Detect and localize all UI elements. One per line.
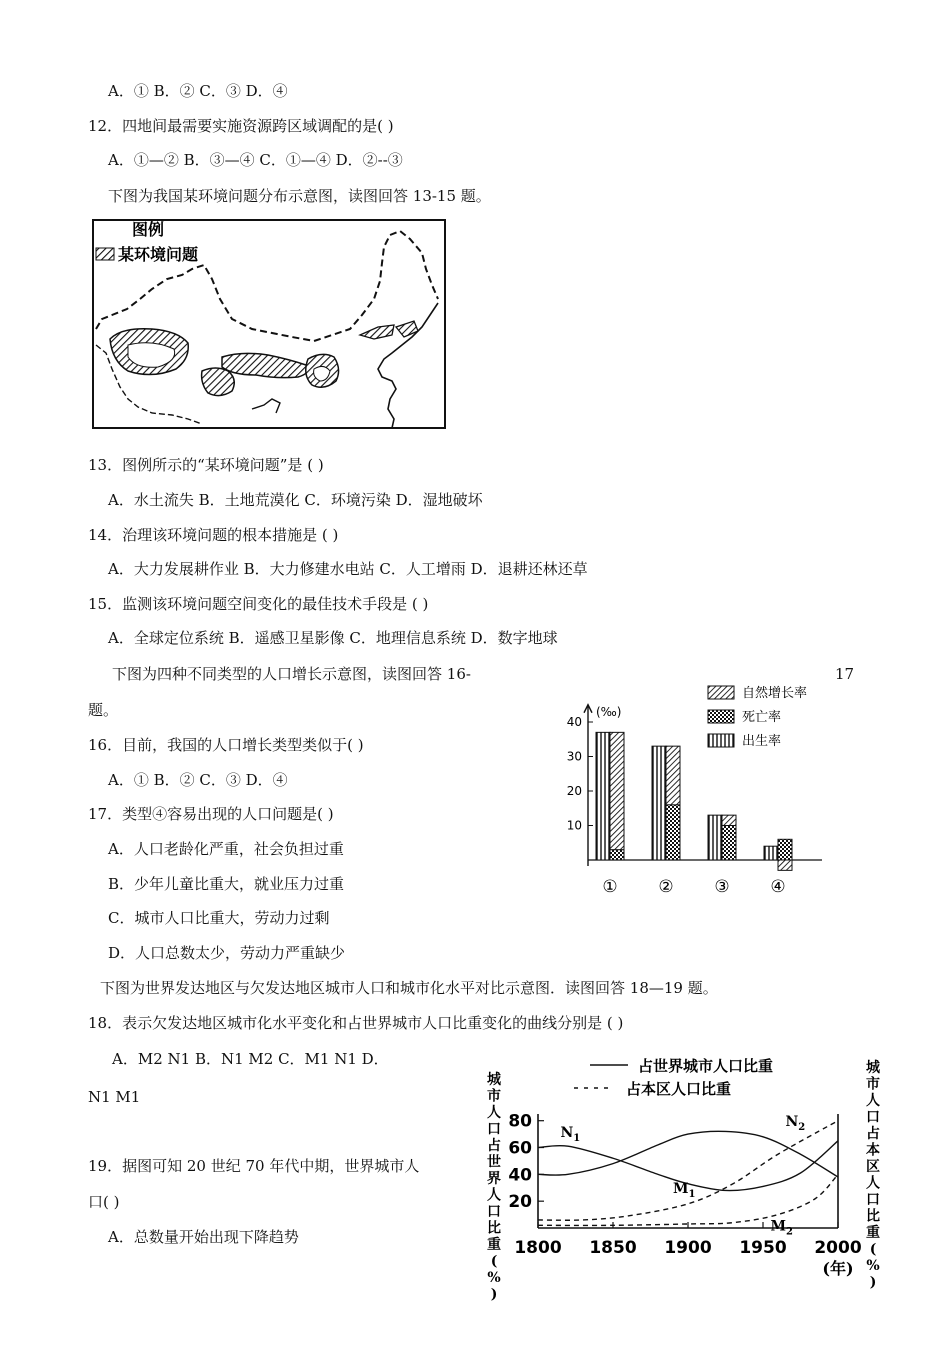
line-series-label: $N_1$ <box>560 1124 581 1144</box>
q16-options: A．① B．② C．③ D．④ <box>108 771 288 789</box>
line-y-tick-label: 60 <box>508 1138 532 1159</box>
map-legend-title: 图例 <box>132 220 165 239</box>
q18-options-cont: N1 M1 <box>88 1088 141 1106</box>
bar-category-label: ① <box>602 877 618 897</box>
line-series-label: $N_2$ <box>785 1114 806 1134</box>
population-growth-chart <box>560 666 830 898</box>
line-x-tick-label: 2000 <box>814 1238 862 1258</box>
line-legend-label: 占本区人口比重 <box>626 1080 732 1098</box>
bar-birth-rate <box>708 815 722 860</box>
bar-legend-label: 出生率 <box>742 734 782 749</box>
bar-legend-swatch <box>708 710 734 723</box>
line-y-tick-label: 80 <box>508 1111 532 1132</box>
intro-13-15: 下图为我国某环境问题分布示意图，读图回答 13-15 题。 <box>108 187 491 205</box>
bar-legend-label: 自然增长率 <box>742 686 808 701</box>
q17-option-c: C．城市人口比重大，劳动力过剩 <box>108 909 330 927</box>
map-legend-label: 某环境问题 <box>118 245 199 264</box>
bar-death-rate <box>778 839 792 860</box>
intro-16-17-end: 题。 <box>88 701 119 719</box>
q19-stem: 19．据图可知 20 世纪 70 年代中期，世界城市人 <box>88 1157 420 1175</box>
intro-16-17-num: 17 <box>835 665 855 683</box>
bar-natural-growth <box>778 860 792 870</box>
q18-stem: 18．表示欠发达地区城市化水平变化和占世界城市人口比重变化的曲线分别是 ( ) <box>88 1014 624 1032</box>
bar-death-rate <box>610 850 624 860</box>
line-y-tick-label: 40 <box>508 1165 532 1186</box>
intro-16-17: 下图为四种不同类型的人口增长示意图，读图回答 16- <box>112 665 471 683</box>
bar-y-unit: (‰) <box>596 704 622 719</box>
intro-18-19: 下图为世界发达地区与欠发达地区城市人口和城市化水平对比示意图．读图回答 18—19 题。 <box>100 979 718 997</box>
line-x-tick-label: 1900 <box>664 1238 712 1258</box>
q18-options: A．M2 N1 B．N1 M2 C．M1 N1 D． <box>112 1050 389 1068</box>
q11-options: A．① B．② C．③ D．④ <box>108 82 288 100</box>
bar-legend-swatch <box>708 734 734 747</box>
line-series-label: $M_2$ <box>770 1218 793 1238</box>
bar-natural-growth <box>722 815 736 825</box>
line-series-m1 <box>538 1121 838 1221</box>
bar-natural-growth <box>666 746 680 805</box>
q15-options: A．全球定位系统 B．遥感卫星影像 C．地理信息系统 D．数字地球 <box>108 629 558 647</box>
bar-y-tick-label: 10 <box>566 818 582 833</box>
line-series-label: $M_1$ <box>673 1181 696 1201</box>
map-legend-swatch <box>96 248 114 260</box>
bar-natural-growth <box>610 732 624 849</box>
q13-stem: 13．图例所示的“某环境问题”是 ( ) <box>88 456 324 474</box>
bar-y-tick-label: 30 <box>566 749 582 764</box>
line-legend-label: 占世界城市人口比重 <box>638 1057 774 1075</box>
q15-stem: 15．监测该环境问题空间变化的最佳技术手段是 ( ) <box>88 595 429 613</box>
q17-option-a: A．人口老龄化严重，社会负担过重 <box>108 840 344 858</box>
bar-birth-rate <box>764 846 778 860</box>
q12-stem: 12．四地间最需要实施资源跨区域调配的是( ) <box>88 117 394 135</box>
q12-options: A．①—② B．③—④ C．①—④ D．②--③ <box>108 151 403 169</box>
urbanization-chart <box>478 1050 890 1303</box>
line-y-label-right: 城市人口占本区人口比重( % ) <box>866 1060 880 1291</box>
line-x-tick-label: 1850 <box>589 1238 637 1258</box>
q16-stem: 16．目前，我国的人口增长类型类似于( ) <box>88 736 364 754</box>
q17-option-b: B．少年儿童比重大，就业压力过重 <box>108 875 345 893</box>
bar-category-label: ③ <box>714 877 730 897</box>
bar-category-label: ② <box>658 877 674 897</box>
q13-options: A．水土流失 B．土地荒漠化 C．环境污染 D．湿地破坏 <box>108 491 483 509</box>
bar-birth-rate <box>596 732 610 860</box>
bar-category-label: ④ <box>770 877 786 897</box>
line-series-n2 <box>538 1131 838 1177</box>
q14-options: A．大力发展耕作业 B．大力修建水电站 C．人工增雨 D．退耕还林还草 <box>108 560 588 578</box>
bar-legend-swatch <box>708 686 734 699</box>
q14-stem: 14．治理该环境问题的根本措施是 ( ) <box>88 526 339 544</box>
line-x-tick-label: 1950 <box>739 1238 787 1258</box>
q17-stem: 17．类型④容易出现的人口问题是( ) <box>88 805 334 823</box>
bar-death-rate <box>722 826 736 861</box>
line-x-tick-label: 1800 <box>514 1238 562 1258</box>
line-x-axis-label: (年) <box>822 1259 854 1278</box>
environment-problem-map <box>92 219 446 429</box>
q19-stem-cont: 口( ) <box>88 1193 120 1211</box>
bar-y-tick-label: 20 <box>566 784 582 798</box>
q17-option-d: D．人口总数太少，劳动力严重缺少 <box>108 944 346 962</box>
bar-birth-rate <box>652 746 666 860</box>
line-y-label-left: 城市人口占世界人口比重( % ) <box>487 1072 501 1303</box>
bar-legend-label: 死亡率 <box>742 710 782 725</box>
bar-death-rate <box>666 805 680 860</box>
q19-option-a: A．总数量开始出现下降趋势 <box>108 1228 299 1246</box>
bar-y-tick-label: 40 <box>566 715 582 729</box>
line-y-tick-label: 20 <box>508 1192 532 1213</box>
